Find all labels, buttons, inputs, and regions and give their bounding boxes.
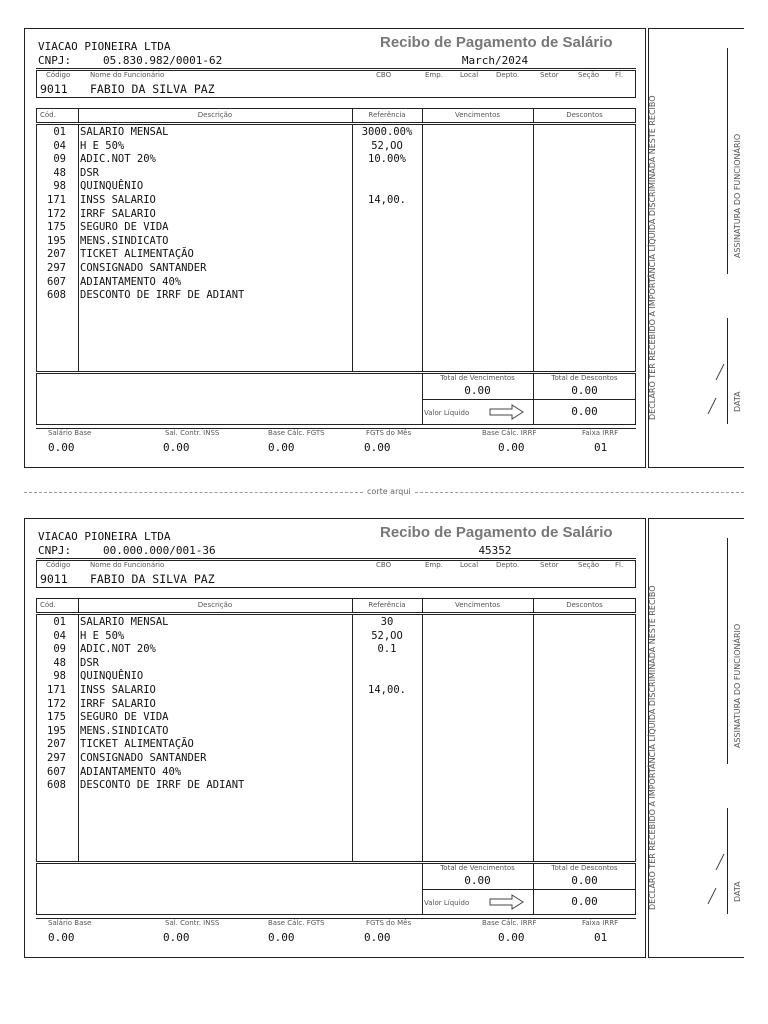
item-code: 608 <box>47 289 66 302</box>
total-descontos: 0.00 <box>571 384 598 397</box>
document-title: Recibo de Pagamento de Salário <box>380 524 613 541</box>
item-code: 195 <box>47 724 66 737</box>
item-code: 608 <box>47 779 66 792</box>
item-reference: 52,OO <box>371 139 403 152</box>
item-description: TICKET ALIMENTAÇÃO <box>80 738 194 751</box>
item-code: 09 <box>53 153 66 166</box>
item-description: ADIANTAMENTO 40% <box>80 765 182 778</box>
signature-line <box>727 48 728 274</box>
date-slash-marks <box>704 836 728 906</box>
signature-stub <box>648 518 744 958</box>
total-vencimentos: 0.00 <box>464 874 491 887</box>
base-calc-irrf: 0.00 <box>498 441 525 454</box>
employee-code: 9011 <box>40 572 68 586</box>
item-description: IRRF SALARIO <box>80 207 156 220</box>
pay-period: March/2024 <box>461 54 529 67</box>
item-code: 195 <box>47 234 66 247</box>
item-code: 04 <box>53 629 66 642</box>
company-name: VIACAO PIONEIRA LTDA <box>38 530 171 543</box>
item-code: 607 <box>47 765 66 778</box>
item-description: DSR <box>80 166 99 179</box>
salario-base: 0.00 <box>48 931 75 944</box>
total-descontos: 0.00 <box>571 874 598 887</box>
item-description: DSR <box>80 656 99 669</box>
signature-stub <box>648 28 744 468</box>
item-code: 172 <box>47 697 66 710</box>
item-reference: 14,00. <box>368 684 406 696</box>
item-reference: 30 <box>380 616 394 628</box>
cnpj-value: 00.000.000/001-36 <box>103 544 216 557</box>
item-description: DESCONTO DE IRRF DE ADIANT <box>80 289 245 302</box>
item-code: 01 <box>53 126 66 138</box>
item-reference: 52,OO <box>371 629 403 642</box>
fgts-mes: 0.00 <box>364 441 391 454</box>
cut-label: corte arqui <box>364 487 414 496</box>
salario-base: 0.00 <box>48 441 75 454</box>
item-code: 172 <box>47 207 66 220</box>
item-reference: 10.00% <box>368 153 406 166</box>
item-code: 297 <box>47 752 66 764</box>
base-calc-fgts: 0.00 <box>268 441 295 454</box>
item-description: QUINQUÊNIO <box>80 180 144 193</box>
item-code: 207 <box>47 738 66 751</box>
item-description: MENS.SINDICATO <box>80 234 169 247</box>
item-code: 04 <box>53 139 66 152</box>
document-title: Recibo de Pagamento de Salário <box>380 34 613 51</box>
item-description: MENS.SINDICATO <box>80 724 169 737</box>
item-description: CONSIGNADO SANTANDER <box>80 262 207 274</box>
item-code: 98 <box>53 180 66 193</box>
item-description: H E 50% <box>80 629 125 642</box>
item-code: 171 <box>47 194 66 206</box>
item-description: SEGURO DE VIDA <box>80 711 169 724</box>
item-description: SALARIO MENSAL <box>80 126 169 138</box>
item-description: H E 50% <box>80 139 125 152</box>
item-description: ADIANTAMENTO 40% <box>80 275 182 288</box>
pay-period: 45352 <box>478 544 512 557</box>
item-code: 09 <box>53 643 66 656</box>
item-code: 607 <box>47 275 66 288</box>
signature-label: ASSINATURA DO FUNCIONÁRIO <box>733 623 742 748</box>
item-description: CONSIGNADO SANTANDER <box>80 752 207 764</box>
item-description: ADIC.NOT 20% <box>80 153 156 166</box>
item-code: 175 <box>47 221 66 234</box>
cnpj-label: CNPJ: <box>38 544 72 557</box>
item-code: 98 <box>53 670 66 683</box>
payslip-receipt: VIACAO PIONEIRA LTDA CNPJ: 00.000.000/001-36 Recibo de Pagamento de Salário 45352 Código Nome do Funcionário CBO Emp. Local Depto. Setor Seção Fl. 9011 FABIO DA SILVA PAZ Cód. Descrição Referência Vencimentos Descontos 01 SALARIO MENSAL 30 04 H E 50% 52,OO 09 ADIC.NOT 20% 0.1 48 DSR 98 QUINQUÊNIO 171 INSS SALARIO 14,00. 172 IRRF SALARIO 175 SEGURO DE VIDA 195 MENS.SINDICATO 207 TICKET ALIMENTAÇÃO 297 CONSIGNADO SANTANDER 607 ADIANTAMENTO 40% 608 DESCONTO DE IRRF DE ADIANT Total de Vencimentos Total de Descontos 0.00 0.00 Valor Líquido 0.00 Salário Base Sal. Contr. INSS Base Cálc. FGTS FGTS do Mês Base Cálc. IRRF Faixa IRRF 0.00 0.00 0.00 0.00 0.00 01 DECLARO TER RECEBIDO A IMPORTÂNCIA LÍQUIDA DISCRIMINADA NESTE RECIBO ASSINATURA DO FUNCIONÁRIO DATA <box>0 518 768 960</box>
payslip-receipt: VIACAO PIONEIRA LTDA CNPJ: 05.830.982/0001-62 Recibo de Pagamento de Salário March/2024 Código Nome do Funcionário CBO Emp. Local Depto. Setor Seção Fl. 9011 FABIO DA SILVA PAZ Cód. Descrição Referência Vencimentos Descontos 01 SALARIO MENSAL 3000.00% 04 H E 50% 52,OO 09 ADIC.NOT 20% 10.00% 48 DSR 98 QUINQUÊNIO 171 INSS SALARIO 14,00. 172 IRRF SALARIO 175 SEGURO DE VIDA 195 MENS.SINDICATO 207 TICKET ALIMENTAÇÃO 297 CONSIGNADO SANTANDER 607 ADIANTAMENTO 40% 608 DESCONTO DE IRRF DE ADIANT Total de Vencimentos Total de Descontos 0.00 0.00 Valor Líquido 0.00 Salário Base Sal. Contr. INSS Base Cálc. FGTS FGTS do Mês Base Cálc. IRRF Faixa IRRF 0.00 0.00 0.00 0.00 0.00 01 DECLARO TER RECEBIDO A IMPORTÂNCIA LÍQUIDA DISCRIMINADA NESTE RECIBO ASSINATURA DO FUNCIONÁRIO DATA <box>0 28 768 470</box>
arrow-right-icon <box>488 893 526 911</box>
faixa-irrf: 01 <box>594 931 608 944</box>
date-label: DATA <box>733 391 742 412</box>
item-description: SALARIO MENSAL <box>80 616 169 628</box>
total-vencimentos: 0.00 <box>464 384 491 397</box>
cnpj-value: 05.830.982/0001-62 <box>103 54 223 67</box>
base-calc-fgts: 0.00 <box>268 931 295 944</box>
item-description: DESCONTO DE IRRF DE ADIANT <box>80 779 245 792</box>
employee-code: 9011 <box>40 82 68 96</box>
sal-contr-inss: 0.00 <box>163 441 190 454</box>
valor-liquido: 0.00 <box>571 405 598 418</box>
item-description: ADIC.NOT 20% <box>80 643 156 656</box>
declaration-text: DECLARO TER RECEBIDO A IMPORTÂNCIA LÍQUIDA DISCRIMINADA NESTE RECIBO <box>648 95 657 420</box>
employee-name: FABIO DA SILVA PAZ <box>90 572 215 586</box>
signature-line <box>727 538 728 764</box>
item-code: 48 <box>53 656 66 669</box>
base-calc-irrf: 0.00 <box>498 931 525 944</box>
item-description: INSS SALARIO <box>80 684 156 696</box>
declaration-text: DECLARO TER RECEBIDO A IMPORTÂNCIA LÍQUIDA DISCRIMINADA NESTE RECIBO <box>648 585 657 910</box>
item-reference: 14,00. <box>368 194 406 206</box>
sal-contr-inss: 0.00 <box>163 931 190 944</box>
item-description: IRRF SALARIO <box>80 697 156 710</box>
item-code: 48 <box>53 166 66 179</box>
item-code: 297 <box>47 262 66 274</box>
employee-name: FABIO DA SILVA PAZ <box>90 82 215 96</box>
item-code: 01 <box>53 616 66 628</box>
fgts-mes: 0.00 <box>364 931 391 944</box>
item-code: 171 <box>47 684 66 696</box>
item-reference: 3000.00% <box>361 126 413 138</box>
item-description: SEGURO DE VIDA <box>80 221 169 234</box>
signature-label: ASSINATURA DO FUNCIONÁRIO <box>733 133 742 258</box>
item-code: 207 <box>47 248 66 261</box>
item-reference: 0.1 <box>377 643 397 656</box>
company-name: VIACAO PIONEIRA LTDA <box>38 40 171 53</box>
valor-liquido: 0.00 <box>571 895 598 908</box>
item-description: TICKET ALIMENTAÇÃO <box>80 248 194 261</box>
faixa-irrf: 01 <box>594 441 608 454</box>
item-description: QUINQUÊNIO <box>80 670 144 683</box>
cnpj-label: CNPJ: <box>38 54 72 67</box>
date-label: DATA <box>733 881 742 902</box>
arrow-right-icon <box>488 403 526 421</box>
item-code: 175 <box>47 711 66 724</box>
item-description: INSS SALARIO <box>80 194 156 206</box>
date-slash-marks <box>704 346 728 416</box>
